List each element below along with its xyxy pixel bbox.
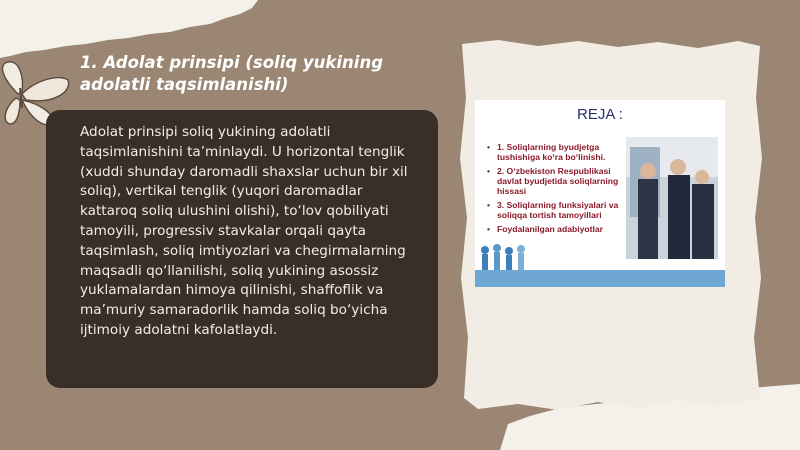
body-paragraph: Adolat prinsipi soliq yukining adolatli taqsimlanishini ta’minlaydi. U horizontal tenglik (xuddi shunday daromadli shaxslar uchun bir xil soliq), vertikal tenglik (yuqori daromadlar kattaroq soliq ulushini olishi), to‘lov qobiliyati tamoyili, progressiv stavkalar orqali qayta taqsimlash, soliq imtiyozlari va chegirmalarning maqsadli qo‘llanilishi, soliq yukining asossiz yuklamalardan himoya qilinishi, shaffoflik va ma’muriy samaradorlik hamda soliq bo‘yicha ijtimoiy adolatni kafolatlaydi. [80, 124, 408, 338]
slide-image-item: • Foydalanilgan adabiyotlar [487, 224, 604, 234]
embedded-slide-image [475, 100, 725, 287]
slide-image-list [487, 142, 627, 238]
text-card [46, 110, 438, 388]
torn-paper-top-left [0, 0, 270, 60]
slide-image-item: • 2. O‘zbekiston Respublikasi davlat byudjetida soliqlarning hissasi [487, 166, 619, 196]
slide-image-item: • 3. Soliqlarning funksiyalari va soliqqa tortish tamoyillari [487, 200, 619, 220]
slide-footer-bar [475, 270, 725, 287]
people-photo-icon [626, 137, 718, 259]
slide-image-item: • 1. Soliqlarning byudjetga tushishiga ko‘ra bo‘linishi. [487, 142, 606, 162]
slide-image-title: REJA : [577, 106, 623, 123]
slide-heading: 1. Adolat prinsipi (soliq yukining adolatli taqsimlanishi) [80, 53, 384, 94]
